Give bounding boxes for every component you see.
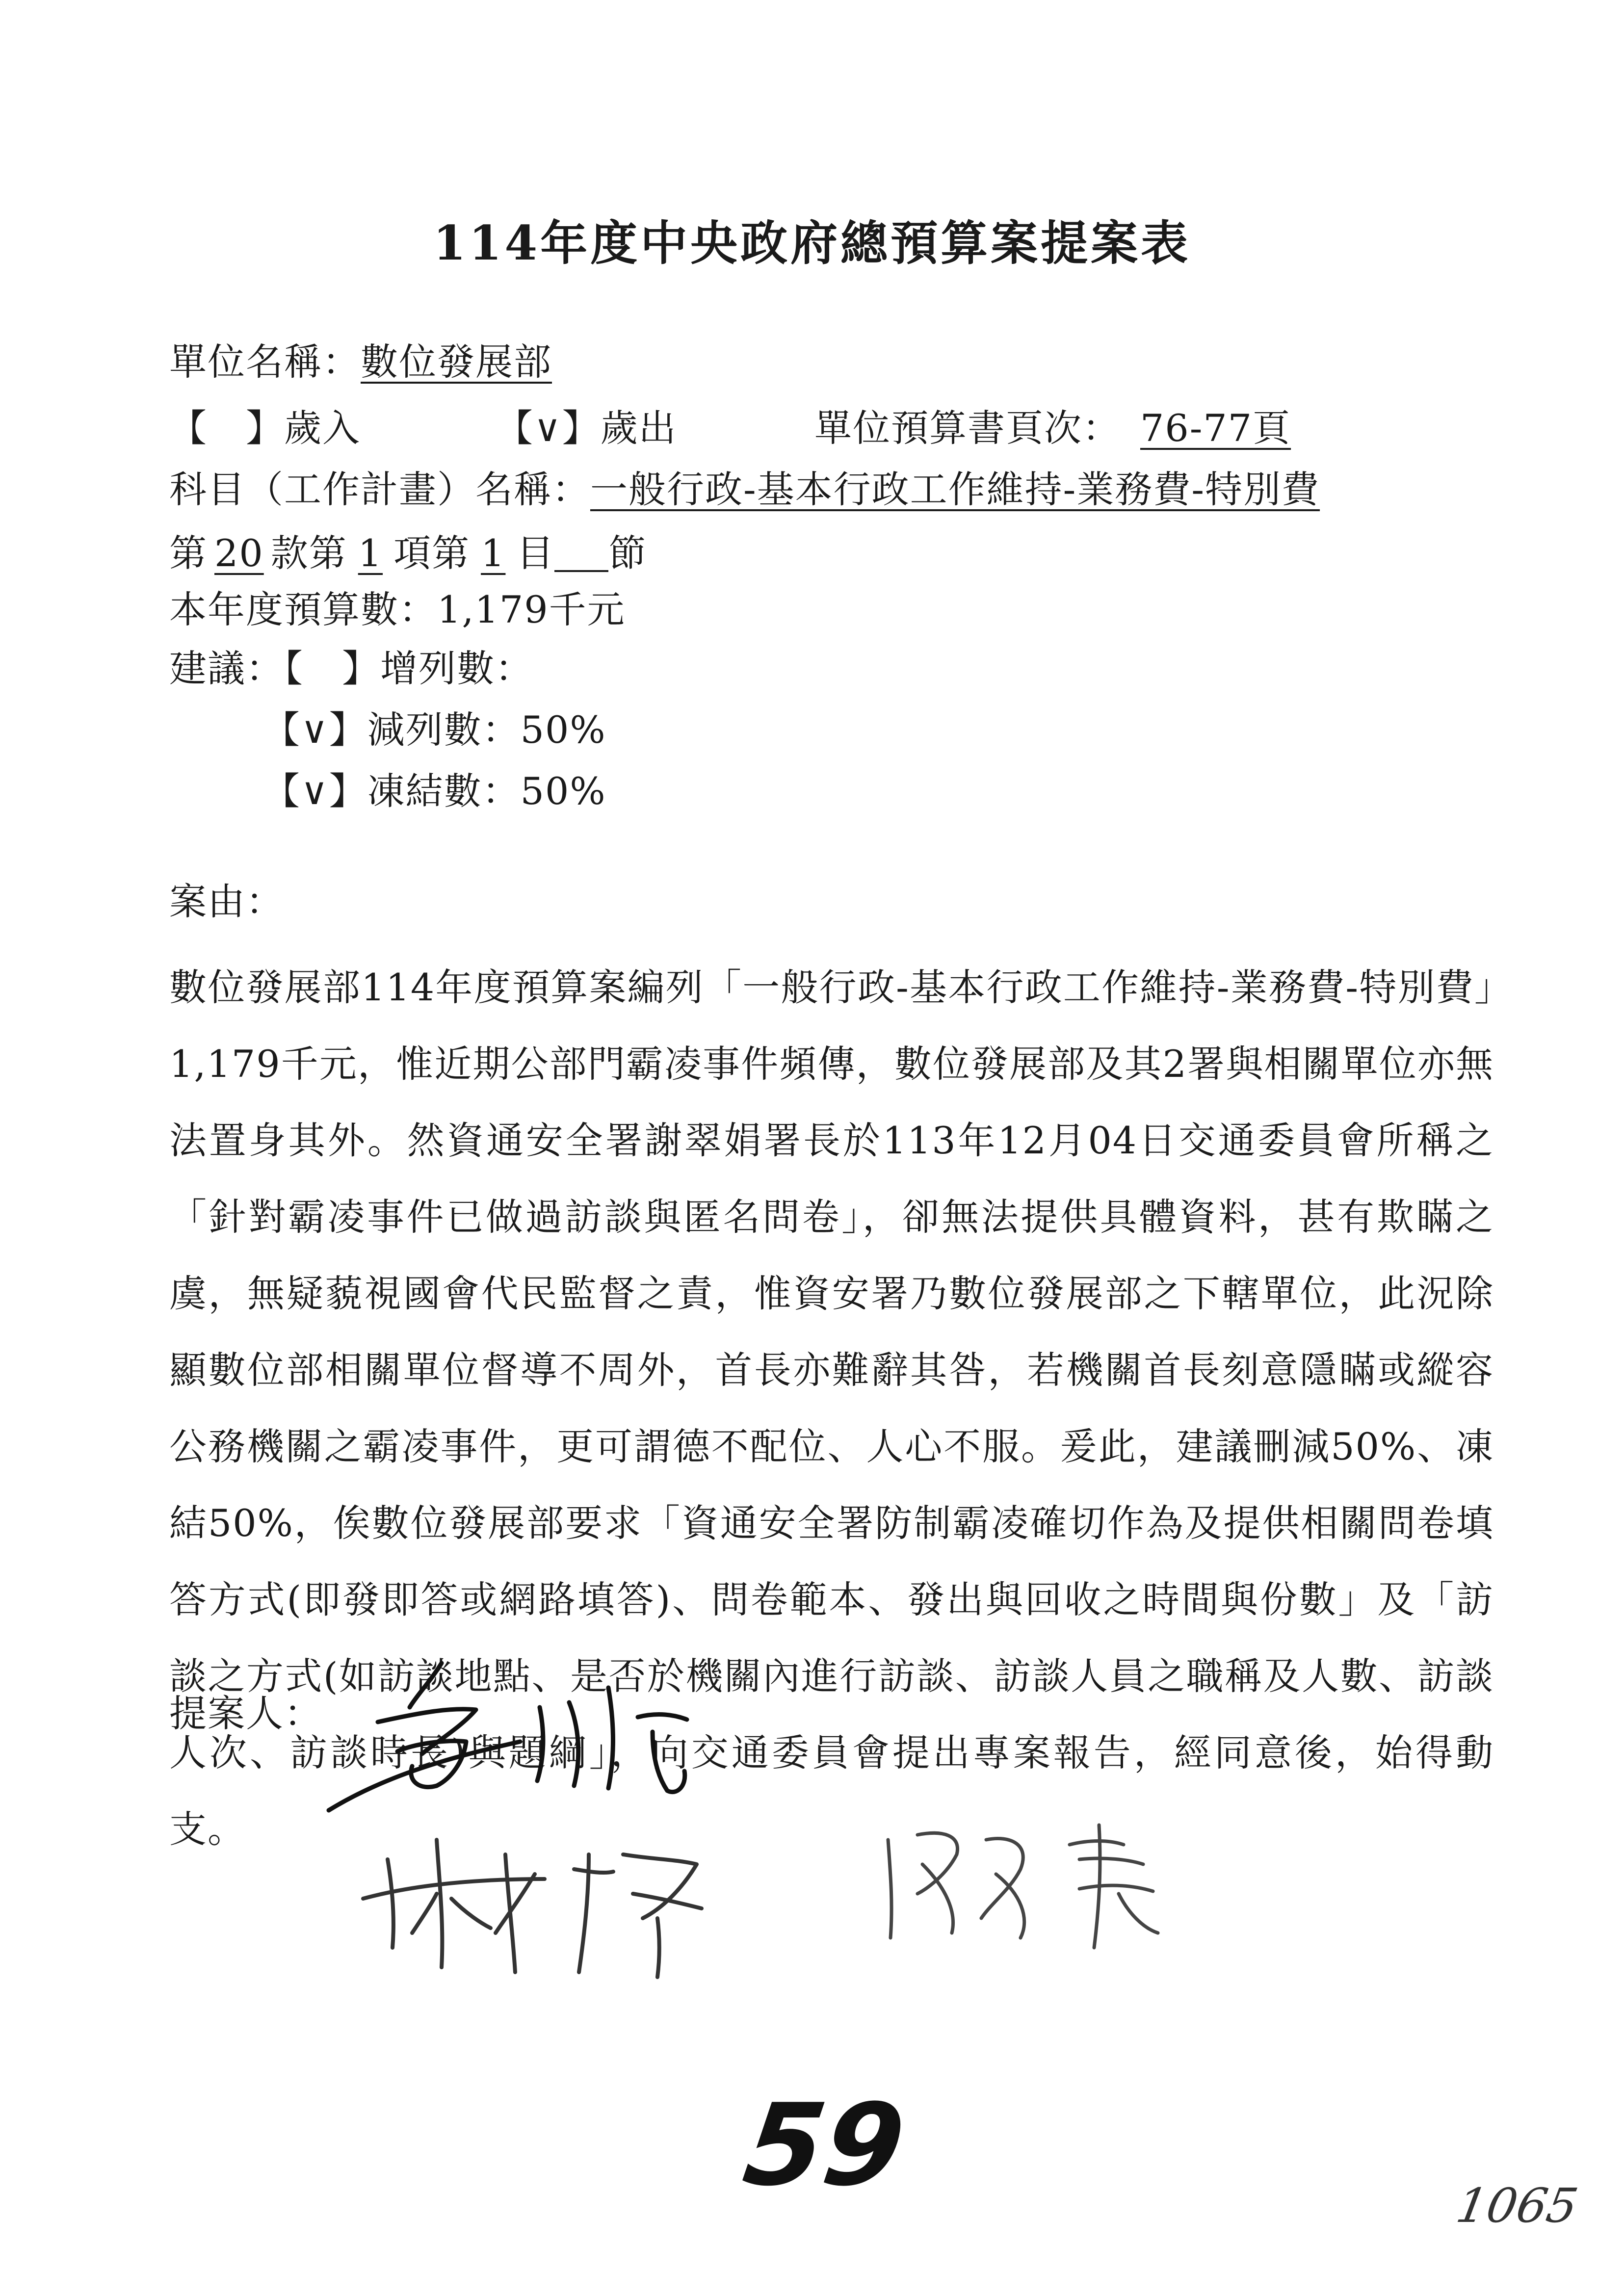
- revenue-expense-row: [169, 406, 361, 450]
- signature-3: [873, 1810, 1168, 1957]
- section-kuan-label: 款第: [270, 531, 347, 575]
- suggestion-label: 建議：: [169, 647, 284, 690]
- decrease-label: 減列數：50%: [367, 708, 606, 752]
- unit-value: 數位發展部: [361, 340, 552, 384]
- reason-text: 數位發展部114年度預算案編列「一般行政-基本行政工作維持-業務費-特別費」1,179千元，惟近期公部門霸凌事件頻傳，數位發展部及其2署與相關單位亦無法置身其外。然資通安全署謝翠娟署長於113年12月04日交通委員會所稱之「針對霸凌事件已做過訪談與匿名問卷」，卻無法提供具體資料，甚有欺瞞之虞，無疑藐視國會代民監督之責，惟資安署乃數位發展部之下轄單位，此況除顯數位部相關單位督導不周外，首長亦難辭其咎，若機關首長刻意隱瞞或縱容公務機關之霸凌事件，更可謂德不配位、人心不服。爰此，建議刪減50%、凍結50%，俟數位發展部要求「資通安全署防制霸凌確切作為及提供相關問卷填答方式(即發即答或網路填答)、問卷範本、發出與回收之時間與份數」及「訪談之方式(如訪談地點、是否於機關內進行訪談、訪談人員之職稱及人數、訪談人次、訪談時長)與題綱」，向交通委員會提出專案報告，經同意後，始得動支。: [169, 965, 1494, 1851]
- budget-row: [169, 588, 626, 631]
- section-mu: 1: [481, 531, 506, 575]
- unit-label: 單位名稱：: [169, 340, 361, 384]
- reason-label: 案由：: [169, 880, 284, 923]
- section-mu-label: 目: [516, 531, 555, 575]
- section-jie-label: 節: [608, 531, 647, 575]
- expense-checkbox: 【∨】: [496, 406, 601, 450]
- section-xiang: 1: [358, 531, 383, 575]
- section-kuan: 20: [214, 531, 264, 575]
- revenue-checkbox: 【 】: [169, 406, 284, 450]
- section-prefix: 第: [169, 531, 208, 575]
- increase-label: 增列數：: [380, 647, 533, 690]
- increase-checkbox: 【 】: [284, 647, 380, 690]
- proposer-label: 提案人：: [169, 1692, 322, 1735]
- signature-1: [314, 1648, 707, 1845]
- section-jie-blank: [554, 536, 608, 572]
- page-number: 59: [736, 2080, 912, 2211]
- suggestion-freeze-row: [262, 769, 606, 813]
- subject-value: 一般行政-基本行政工作維持-業務費-特別費: [590, 468, 1320, 511]
- subject-label: 科目（工作計畫）名稱：: [169, 468, 590, 511]
- page-ref-label: 單位預算書頁次：: [814, 406, 1121, 450]
- section-xiang-label: 項第: [393, 531, 471, 575]
- freeze-label: 凍結數：50%: [367, 769, 606, 813]
- corner-number: 1065: [1452, 2178, 1582, 2233]
- budget-label: 本年度預算數：: [169, 588, 437, 631]
- expense-group: [496, 406, 677, 450]
- subject-row: [169, 468, 1320, 511]
- decrease-checkbox: 【∨】: [262, 708, 367, 752]
- revenue-label: 歲入: [284, 406, 361, 450]
- signature-2: [358, 1825, 711, 1982]
- freeze-checkbox: 【∨】: [262, 769, 367, 813]
- page-ref-value: 76-77頁: [1140, 406, 1291, 450]
- suggestion-decrease-row: [262, 708, 606, 752]
- suggestion-increase-row: [169, 647, 533, 690]
- section-row: [169, 531, 647, 575]
- page-ref-group: [814, 406, 1310, 450]
- budget-value: 1,179千元: [437, 588, 626, 631]
- page-title: 114年度中央政府總預算案提案表: [433, 215, 1191, 271]
- expense-label: 歲出: [600, 406, 677, 450]
- unit-row: [169, 340, 552, 384]
